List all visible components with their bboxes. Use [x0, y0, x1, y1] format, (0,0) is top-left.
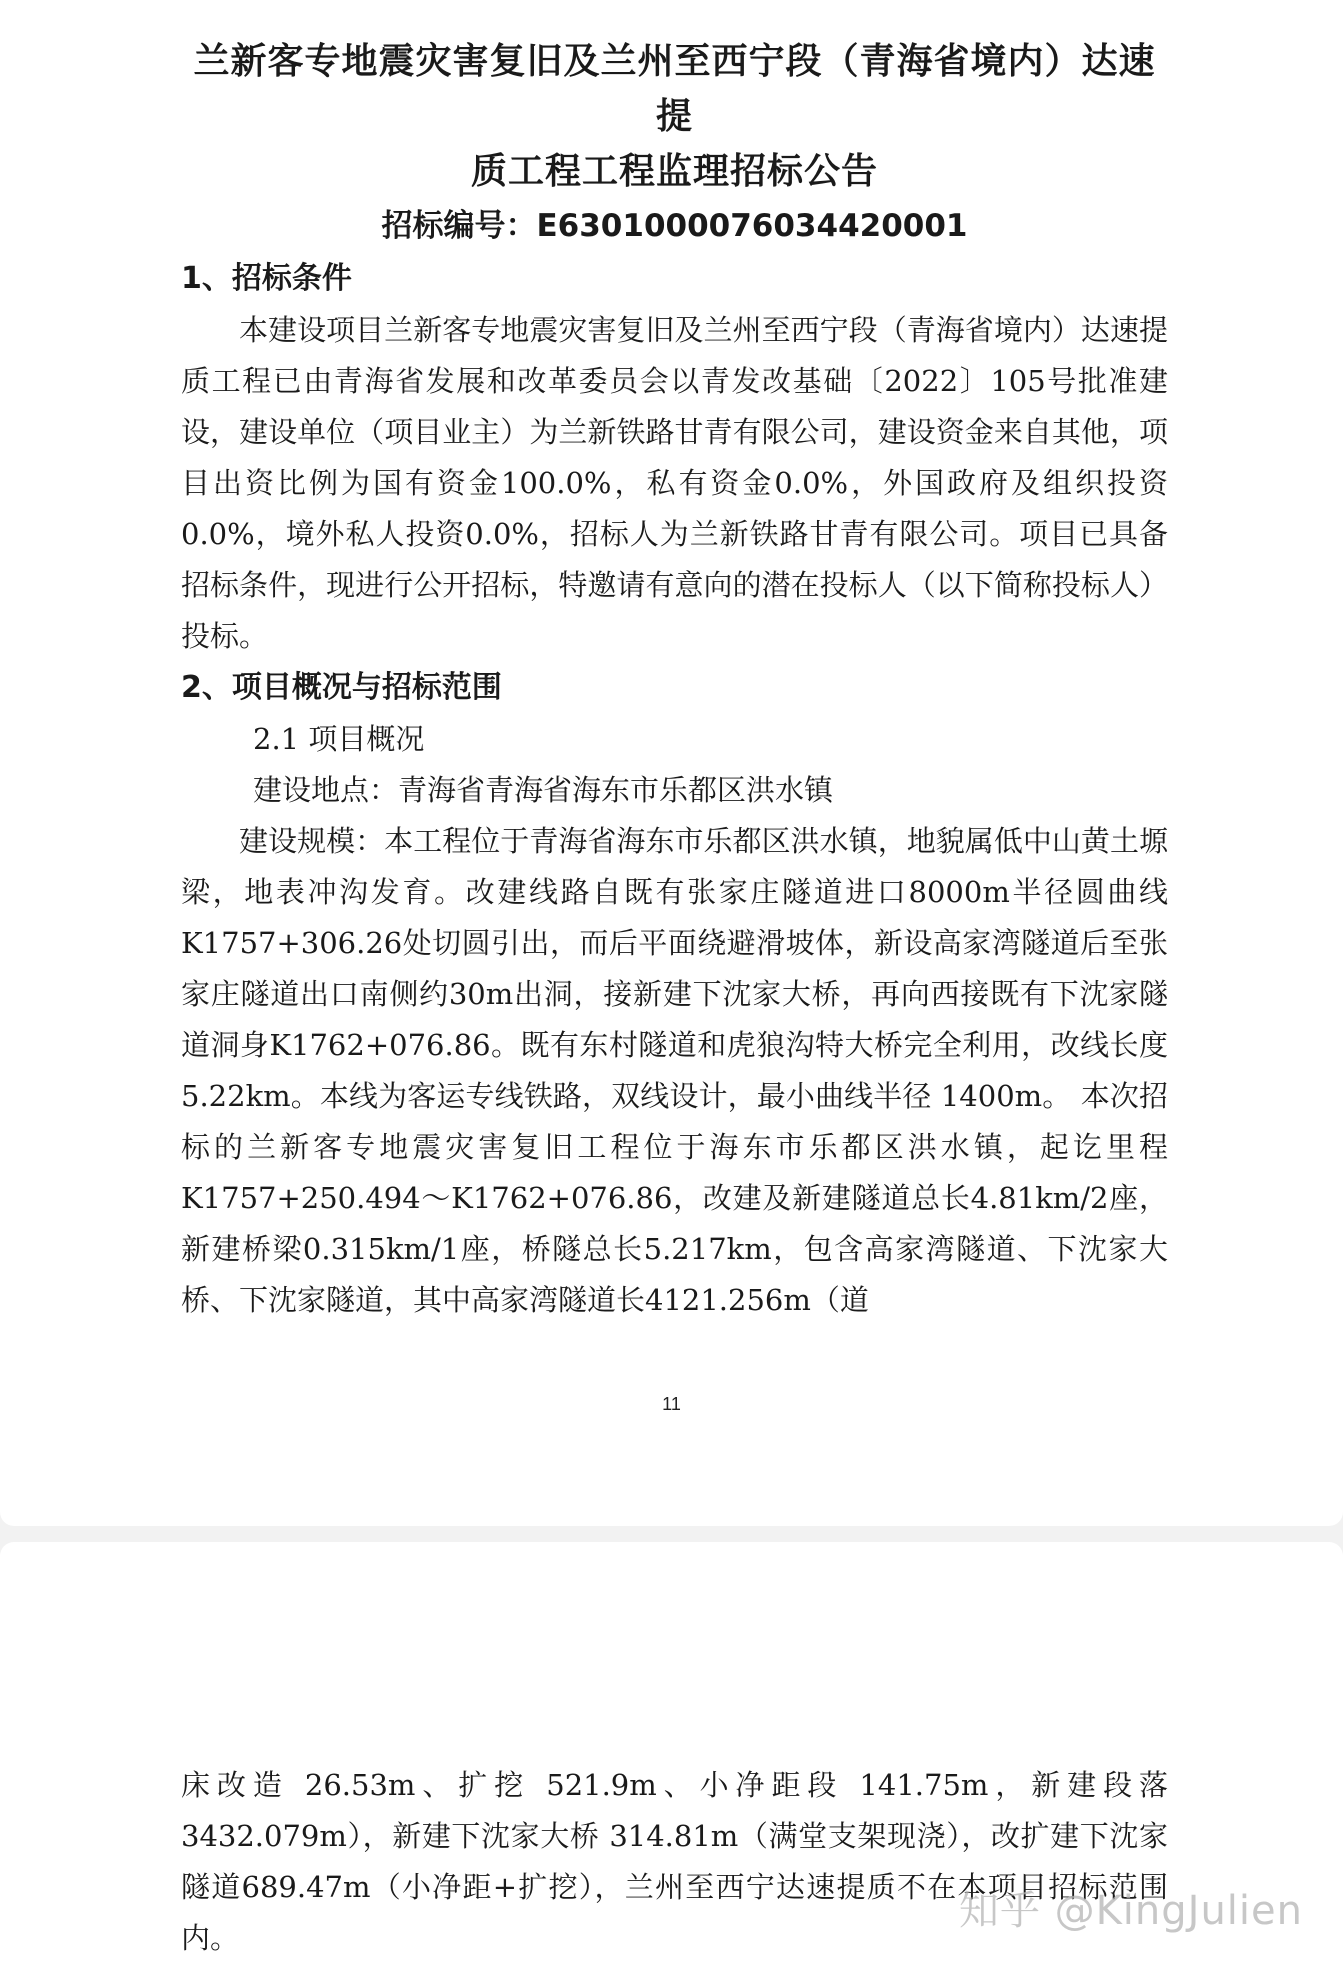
- document-page-2: [0, 1542, 1343, 1966]
- page-1-content: [181, 34, 1168, 1326]
- subsection-2-1-heading: 2.1 项目概况: [253, 722, 425, 756]
- section-2-heading: 2、项目概况与招标范围: [181, 670, 502, 705]
- announcement-title-line-1: 兰新客专地震灾害复旧及兰州至西宁段（青海省境内）达速提: [193, 41, 1156, 137]
- section-1-heading: 1、招标条件: [181, 261, 352, 296]
- announcement-title-line-2: 质工程工程监理招标公告: [470, 151, 878, 192]
- construction-location: 建设地点：青海省青海省海东市乐都区洪水镇: [253, 773, 834, 807]
- page-number: 11: [662, 1394, 681, 1414]
- watermark: 知乎 @KingJulien: [958, 1888, 1303, 1934]
- page-2-continued-body: 床改造 26.53m、扩挖 521.9m、小净距段 141.75m，新建段落3432.079m），新建下沈家大桥 314.81m（满堂支架现浇），改扩建下沈家隧道689.47m（小净距+扩挖），兰州至西宁达速提质不在本项目招标范围内。: [181, 1768, 1168, 1955]
- bid-number: 招标编号：E6301000076034420001: [381, 208, 968, 244]
- section-1-body: 本建设项目兰新客专地震灾害复旧及兰州至西宁段（青海省境内）达速提质工程已由青海省发展和改革委员会以青发改基础〔2022〕105号批准建设，建设单位（项目业主）为兰新铁路甘青有限公司，建设资金来自其他，项目出资比例为国有资金100.0%，私有资金0.0%，外国政府及组织投资0.0%，境外私人投资0.0%，招标人为兰新铁路甘青有限公司。项目已具备招标条件，现进行公开招标，特邀请有意向的潜在投标人（以下简称投标人）投标。: [181, 313, 1168, 653]
- construction-scale-body: 建设规模：本工程位于青海省海东市乐都区洪水镇，地貌属低中山黄土塬梁，地表冲沟发育。改建线路自既有张家庄隧道进口8000m半径圆曲线K1757+306.26处切圆引出，而后平面绕避滑坡体，新设高家湾隧道后至张家庄隧道出口南侧约30m出洞，接新建下沈家大桥，再向西接既有下沈家隧道洞身K1762+076.86。既有东村隧道和虎狼沟特大桥完全利用，改线长度5.22km。本线为客运专线铁路，双线设计，最小曲线半径 1400m。 本次招标的兰新客专地震灾害复旧工程位于海东市乐都区洪水镇，起讫里程 K1757+250.494～K1762+076.86，改建及新建隧道总长4.81km/2座，新建桥梁0.315km/1座，桥隧总长5.217km，包含高家湾隧道、下沈家大桥、下沈家隧道，其中高家湾隧道长4121.256m（道: [181, 824, 1168, 1317]
